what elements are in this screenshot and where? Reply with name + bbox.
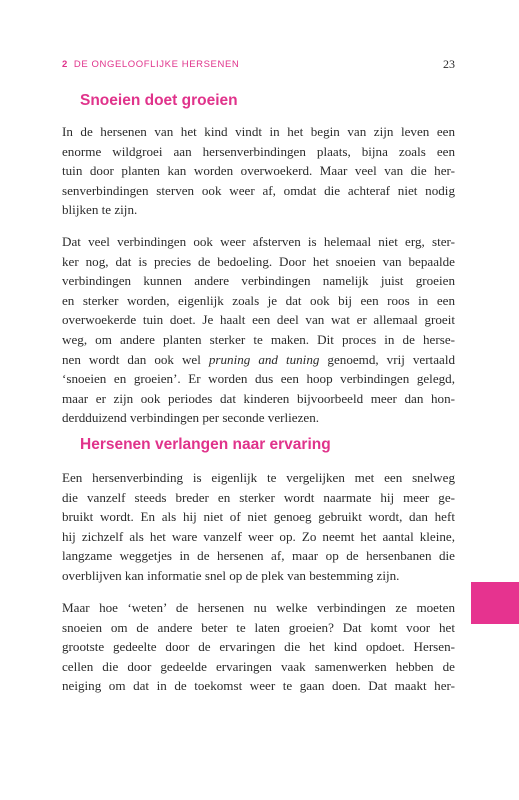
text-line: grootste gedeelte door de ervaringen die het kind opdoet. Hersen- [62,639,455,655]
section-heading-hersenen: Hersenen verlangen naar ervaring [80,436,331,453]
text-line: en sterker worden, eigenlijk zoals je dat ook bij een roos in een [62,292,455,308]
text-line: derdduizend verbindingen per seconde verliezen. [62,410,320,426]
text-line: tuin door planten kan worden overwoekerd. Maar veel van die her- [62,163,455,179]
text-segment: genoemd, vrij vertaald [319,351,456,367]
text-line: ker nog, dat is precies de bedoeling. Door het snoeien van bepaalde [62,253,455,269]
paragraph-2 [62,232,455,428]
text-line [62,350,455,370]
text-line: neiging om dat in de toekomst weer te gaan doen. Dat maakt her- [62,678,455,694]
text-line: hij zichzelf als het ware vanzelf weer op. Zo neemt het aantal kleine, [62,528,455,544]
text-line: ‘snoeien en groeien’. Er worden dus een hoop verbindingen gelegd, [62,371,455,387]
running-head [62,59,239,70]
paragraph-3 [62,468,455,586]
paragraph-4 [62,598,455,696]
text-line: cellen die door gedeelde ervaringen vaak samenwerken hebben de [62,658,455,674]
text-line: blijken te zijn. [62,202,138,218]
text-line: Maar hoe ‘weten’ de hersenen nu welke verbindingen ze moeten [62,600,455,615]
text-line: verbindingen kunnen andere verbindingen namelijk juist groeien [62,273,455,289]
text-line: enorme wildgroei aan hersenverbindingen plaats, bijna zoals een [62,143,455,159]
chapter-thumb-tab [471,582,519,624]
text-line: overblijven kan informatie snel op de plek van bestemming zijn. [62,567,400,583]
text-line: langzame weggetjes in de hersenen af, maar op de hersenbanen die [62,548,455,564]
text-line: In de hersenen van het kind vindt in het begin van zijn leven een [62,124,455,139]
italic-term: pruning and tuning [208,351,320,367]
text-line: snoeien om de andere beter te laten groeien? Dat komt voor het [62,619,455,635]
text-line: weg, om andere planten sterker te maken. Dit proces in de herse- [62,331,455,347]
text-line: die vanzelf steeds breder en sterker wordt naarmate hij meer ge- [62,489,455,505]
page-number: 23 [443,57,455,71]
text-line: bruikt wordt. En als hij niet of niet genoeg gebruikt wordt, dan heft [62,509,455,525]
text-line: Een hersenverbinding is eigenlijk te vergelijken met een snelweg [62,470,455,485]
text-line: maar er zijn ook periodes dat kinderen bijvoorbeeld meer dan hon- [62,390,455,406]
section-heading-snoeien: Snoeien doet groeien [80,92,238,109]
text-line: Dat veel verbindingen ook weer afsterven is helemaal niet erg, ster- [62,234,455,249]
paragraph-1 [62,122,455,220]
text-line: overwoekerde tuin doet. Je haalt een deel van wat er allemaal groeit [62,312,455,328]
text-line: senverbindingen sterven ook weer af, omdat die achteraf niet nodig [62,182,455,198]
chapter-number: 2 [62,59,68,70]
chapter-title: DE ONGELOOFLIJKE HERSENEN [73,59,240,70]
text-segment: nen wordt dan ook wel [62,351,209,367]
